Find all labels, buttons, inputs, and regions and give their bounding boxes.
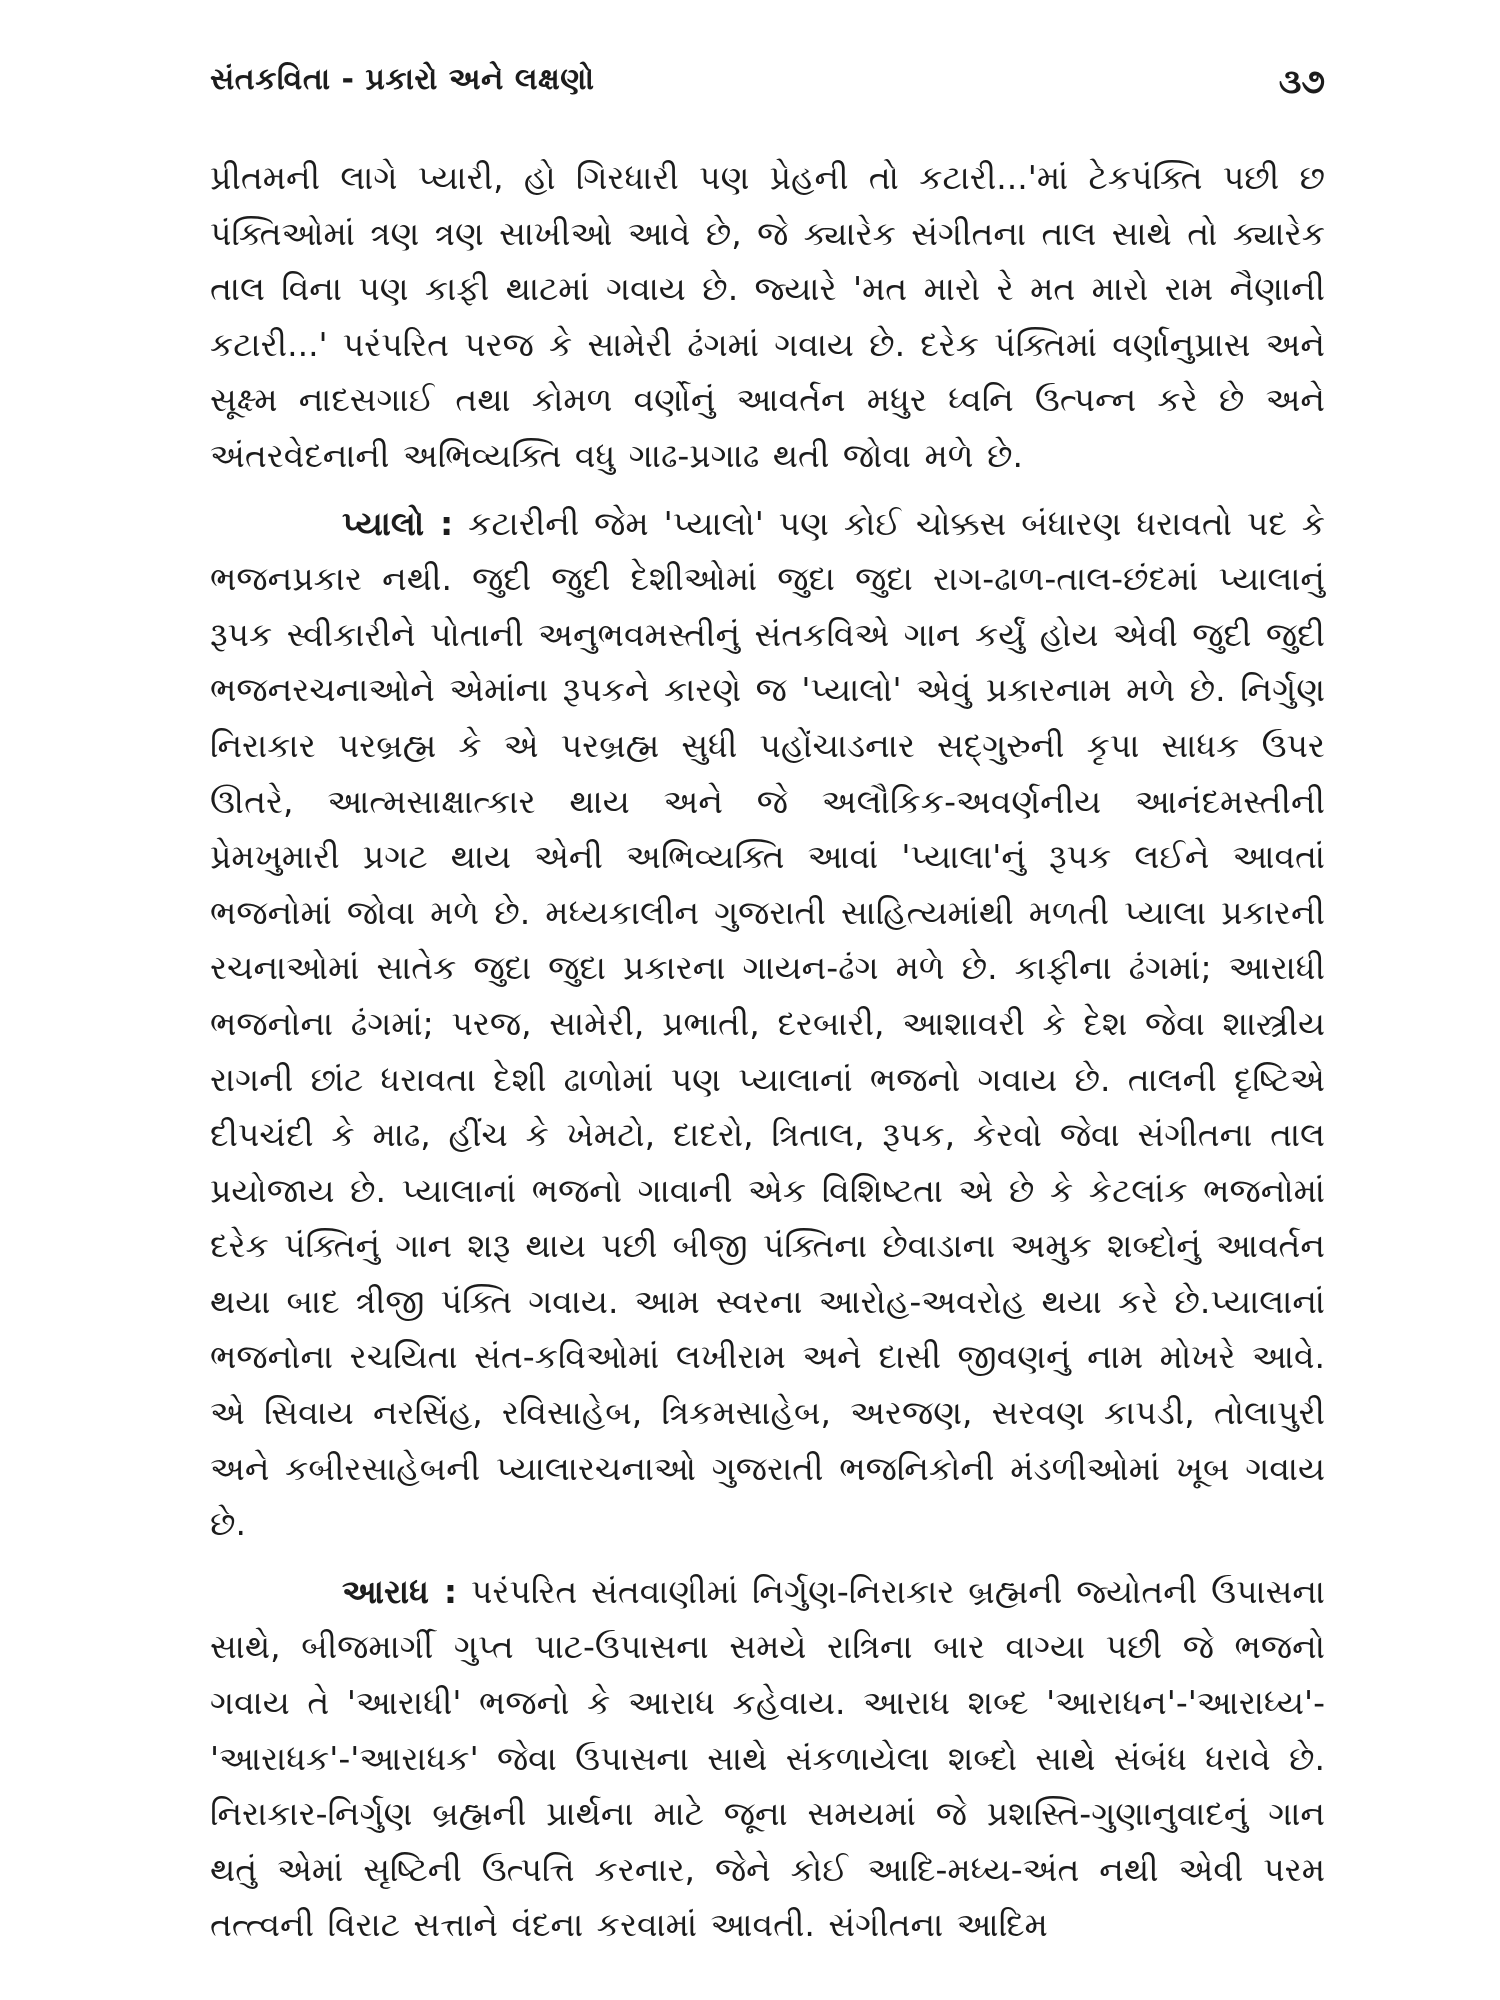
section-term-pyalo: પ્યાલો : [342, 503, 454, 543]
paragraph-aradh [210, 1564, 1325, 1953]
paragraph-text: કટારીની જેમ 'પ્યાલો' પણ કોઈ ચોક્કસ બંધારણ ધરાવતો પદ કે ભજનપ્રકાર નથી. જુદી જુદી દેશીઓમાં જુદા જુદા રાગ-ઢાળ-તાલ-છંદમાં પ્યાલાનું રૂપક સ્વીકારીને પોતાની અનુભવમસ્તીનું સંતકવિએ ગાન કર્યું હોય એવી જુદી જુદી ભજનરચનાઓને એમાંના રૂપકને કારણે જ 'પ્યાલો' એવું પ્રકારનામ મળે છે. નિર્ગુણ નિરાકાર પરબ્રહ્મ કે એ પરબ્રહ્મ સુધી પહોંચાડનાર સદ્‌ગુરુની કૃપા સાધક ઉપર ઊતરે, આત્મસાક્ષાત્કાર થાય અને જે અલૌકિક-અવર્ણનીય આનંદમસ્તીની પ્રેમખુમારી પ્રગટ થાય એની અભિવ્યક્તિ આવાં 'પ્યાલા'નું રૂપક લઈને આવતાં ભજનોમાં જોવા મળે છે. મધ્યકાલીન ગુજરાતી સાહિત્યમાંથી મળતી પ્યાલા પ્રકારની રચનાઓમાં સાતેક જુદા જુદા પ્રકારના ગાયન-ઢંગ મળે છે. કાફીના ઢંગમાં; આરાધી ભજનોના ઢંગમાં; પરજ, સામેરી, પ્રભાતી, દરબારી, આશાવરી કે દેશ જેવા શાસ્ત્રીય રાગની છાંટ ધરાવતા દેશી ઢાળોમાં પણ પ્યાલાનાં ભજનો ગવાય છે. તાલની દૃષ્ટિએ દીપચંદી કે માઢ, હીંચ કે ખેમટો, દાદરો, ત્રિતાલ, રૂપક, કેરવો જેવા સંગીતના તાલ પ્રયોજાય છે. પ્યાલાનાં ભજનો ગાવાની એક વિશિષ્ટતા એ છે કે કેટલાંક ભજનોમાં દરેક પંક્તિનું ગાન શરૂ થાય પછી બીજી પંક્તિના છેવાડાના અમુક શબ્દોનું આવર્તન થયા બાદ ત્રીજી પંક્તિ ગવાય. આમ સ્વરના આરોહ-અવરોહ થયા કરે છે.પ્યાલાનાં ભજનોના રચયિતા સંત-કવિઓમાં લખીરામ અને દાસી જીવણનું નામ મોખરે આવે. એ સિવાય નરસિંહ, રવિસાહેબ, ત્રિકમસાહેબ, અરજણ, સરવણ કાપડી, તોલાપુરી અને કબીરસાહેબની પ્યાલારચનાઓ ગુજરાતી ભજનિકોની મંડળીઓમાં ખૂબ ગવાય છે. [210, 503, 1326, 1544]
paragraph-katari-continuation [210, 150, 1325, 484]
section-term-aradh: આરાધ : [342, 1571, 458, 1611]
running-title: સંતકવિતા - પ્રકારો અને લક્ષણો [210, 62, 595, 97]
body-text [210, 150, 1325, 1965]
paragraph-pyalo [210, 496, 1325, 1552]
paragraph-text: પરંપરિત સંતવાણીમાં નિર્ગુણ-નિરાકાર બ્રહ્મની જ્યોતની ઉપાસના સાથે, બીજમાર્ગી ગુપ્ત પાટ-ઉપાસના સમયે રાત્રિના બાર વાગ્યા પછી જે ભજનો ગવાય તે 'આરાધી' ભજનો કે આરાધ કહેવાય. આરાધ શબ્દ 'આરાધન'-'આરાધ્ય'- 'આરાધક'-'આરાધક' જેવા ઉપાસના સાથે સંકળાયેલા શબ્દો સાથે સંબંધ ધરાવે છે. નિરાકાર-નિર્ગુણ બ્રહ્મની પ્રાર્થના માટે જૂના સમયમાં જે પ્રશસ્તિ-ગુણાનુવાદનું ગાન થતું એમાં સૃષ્ટિની ઉત્પત્તિ કરનાર, જેને કોઈ આદિ-મધ્ય-અંત નથી એવી પરમ તત્ત્વની વિરાટ સત્તાને વંદના કરવામાં આવતી. સંગીતના આદિમ [210, 1571, 1326, 1945]
page-number: ૩૭ [1278, 62, 1325, 102]
paragraph-text: પ્રીતમની લાગે પ્યારી, હો ગિરધારી પણ પ્રેહની તો કટારી...'માં ટેકપંક્તિ પછી છ પંક્તિઓમાં ત્રણ ત્રણ સાખીઓ આવે છે, જે ક્યારેક સંગીતના તાલ સાથે તો ક્યારેક તાલ વિના પણ કાફી થાટમાં ગવાય છે. જ્યારે 'મત મારો રે મત મારો રામ નૈણાની કટારી...' પરંપરિત પરજ કે સામેરી ઢંગમાં ગવાય છે. દરેક પંક્તિમાં વર્ણાનુપ્રાસ અને સૂક્ષ્મ નાદસગાઈ તથા કોમળ વર્ણોનું આવર્તન મધુર ધ્વનિ ઉત્પન્ન કરે છે અને અંતરવેદનાની અભિવ્યક્તિ વધુ ગાઢ-પ્રગાઢ થતી જોવા મળે છે. [210, 158, 1325, 475]
